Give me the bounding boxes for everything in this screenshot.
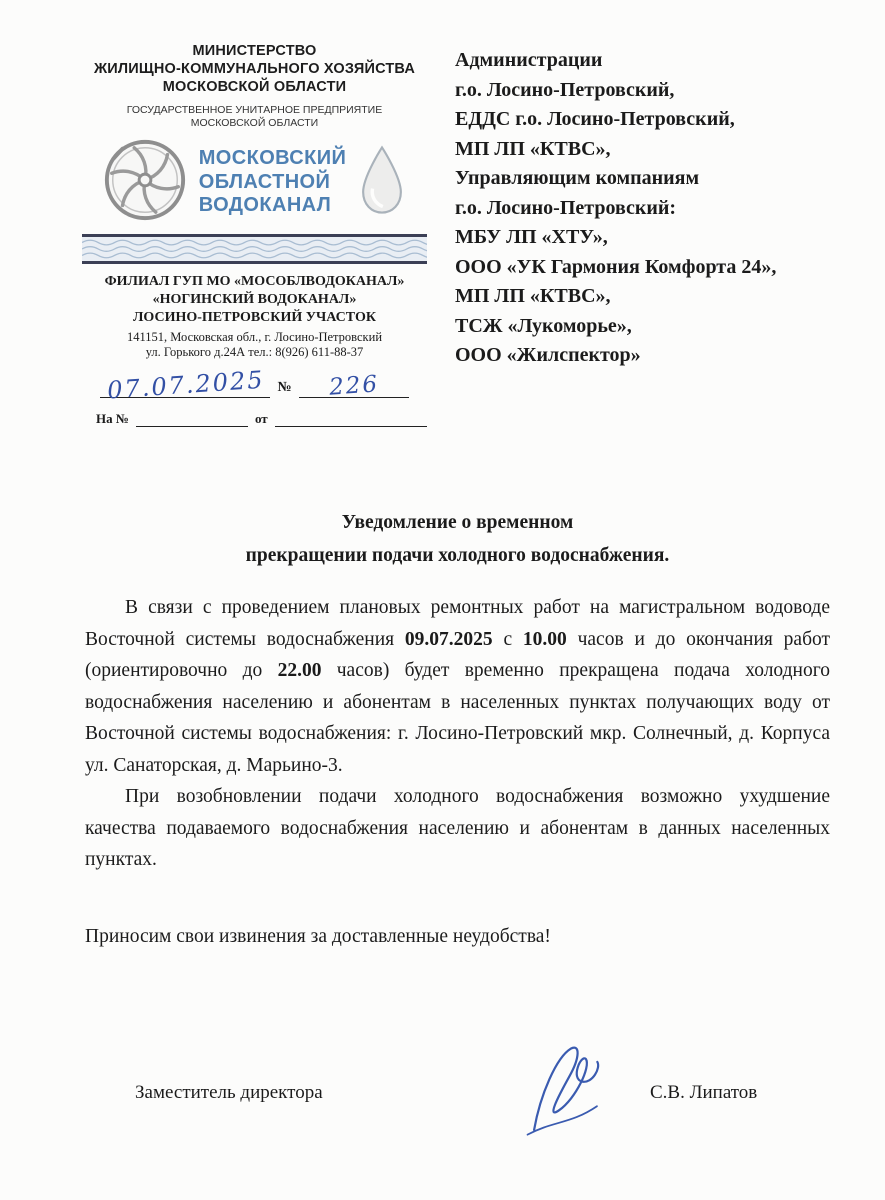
ref-number-blank [136, 411, 248, 427]
addressee-line: Администрации [455, 49, 603, 71]
addressee-line: г.о. Лосино-Петровский, [455, 78, 675, 101]
body-time-bold: 22.00 [277, 660, 322, 681]
letterhead [82, 42, 427, 427]
addressee-line: ЕДДС г.о. Лосино-Петровский, [455, 108, 735, 130]
date-number-row [82, 365, 427, 405]
addressee-line: ТСЖ «Лукоморье», [455, 314, 632, 337]
document-title [85, 506, 830, 572]
title-line: прекращении подачи холодного водоснабжения. [245, 545, 670, 566]
date-field [100, 365, 270, 405]
addressee-line: г.о. Лосино-Петровский: [455, 196, 677, 219]
logo-wordmark [199, 147, 347, 218]
address-line: 141151, Московская обл., г. Лосино-Петровский [126, 330, 383, 344]
logo-word: ВОДОКАНАЛ [198, 194, 332, 217]
body-text: с [492, 628, 523, 650]
body-time-bold: 10.00 [522, 628, 567, 650]
handwritten-date: 07.07.2025 [106, 365, 266, 405]
ministry-line: ЖИЛИЩНО-КОММУНАЛЬНОГО ХОЗЯЙСТВА [93, 61, 416, 77]
branch-block [82, 273, 427, 327]
apology-line: Приносим свои извинения за доставленные неудобства! [85, 926, 551, 947]
handwritten-number: 226 [327, 371, 380, 401]
signer-name: С.В. Липатов [650, 1082, 758, 1103]
addressee-line: МБУ ЛП «ХТУ», [455, 226, 608, 248]
body-paragraph-2: При возобновлении подачи холодного водоснабжения возможно ухудшение качества подаваемого водоснабжения населению и абонентам в данных населенных пунктах. [85, 786, 830, 870]
handwritten-signature [499, 1027, 620, 1153]
address-line: ул. Горького д.24А тел.: 8(926) 611-88-37 [145, 345, 364, 359]
ministry-line: МОСКОВСКОЙ ОБЛАСТИ [162, 79, 347, 95]
water-drop-icon [356, 144, 408, 221]
reference-row [82, 411, 427, 427]
body-text: часов) будет временно прекращена подача холодного водоснабжения населению и абонентам в населенных пунктах получающих воду от Восточной системы водоснабжения: г. Лосино-Петровский мкр. Солнечный, д. Корпуса ул. Санаторская, д. Марьино-3. [85, 660, 830, 776]
number-sign-label: № [277, 380, 292, 395]
addressee-line: ООО «Жилспектор» [455, 344, 641, 366]
branch-line: «НОГИНСКИЙ ВОДОКАНАЛ» [152, 292, 357, 307]
enterprise-line: ГОСУДАРСТВЕННОЕ УНИТАРНОЕ ПРЕДПРИЯТИЕ [126, 104, 383, 116]
addressee-line: МП ЛП «КТВС», [455, 285, 611, 307]
addressee-block [455, 46, 855, 371]
letter-body [85, 592, 830, 876]
ministry-line: МИНИСТЕРСТВО [192, 43, 317, 59]
wave-band-decoration [82, 234, 427, 264]
logo-word: ОБЛАСТНОЙ [198, 170, 331, 193]
enterprise-block [82, 104, 427, 130]
branch-line: ЛОСИНО-ПЕТРОВСКИЙ УЧАСТОК [132, 310, 376, 325]
ministry-block [82, 42, 427, 96]
addressee-line: ООО «УК Гармония Комфорта 24», [455, 255, 777, 278]
logo-word: МОСКОВСКИЙ [198, 147, 347, 170]
ref-na-label: На № [96, 411, 129, 426]
signer-position: Заместитель директора [135, 1082, 323, 1103]
branch-line: ФИЛИАЛ ГУП МО «МОСОБЛВОДОКАНАЛ» [104, 274, 405, 289]
body-paragraph-1 [85, 592, 830, 781]
body-text: часов и до окончания работ (ориентировочно до [85, 628, 831, 681]
number-field [299, 371, 409, 401]
enterprise-line: МОСКОВСКОЙ ОБЛАСТИ [190, 117, 319, 129]
body-text: В связи с проведением плановых ремонтных работ на магистральном водоводе Восточной системы водоснабжения [85, 597, 830, 650]
pump-impeller-icon [101, 136, 189, 229]
addressee-line: Управляющим компаниям [455, 167, 700, 189]
body-date-bold: 09.07.2025 [404, 628, 493, 650]
ref-ot-label: от [254, 411, 268, 426]
company-logo [82, 136, 427, 229]
address-block [82, 330, 427, 360]
title-line: Уведомление о временном [341, 512, 574, 533]
addressee-line: МП ЛП «КТВС», [455, 137, 611, 160]
ref-date-blank [275, 411, 427, 427]
